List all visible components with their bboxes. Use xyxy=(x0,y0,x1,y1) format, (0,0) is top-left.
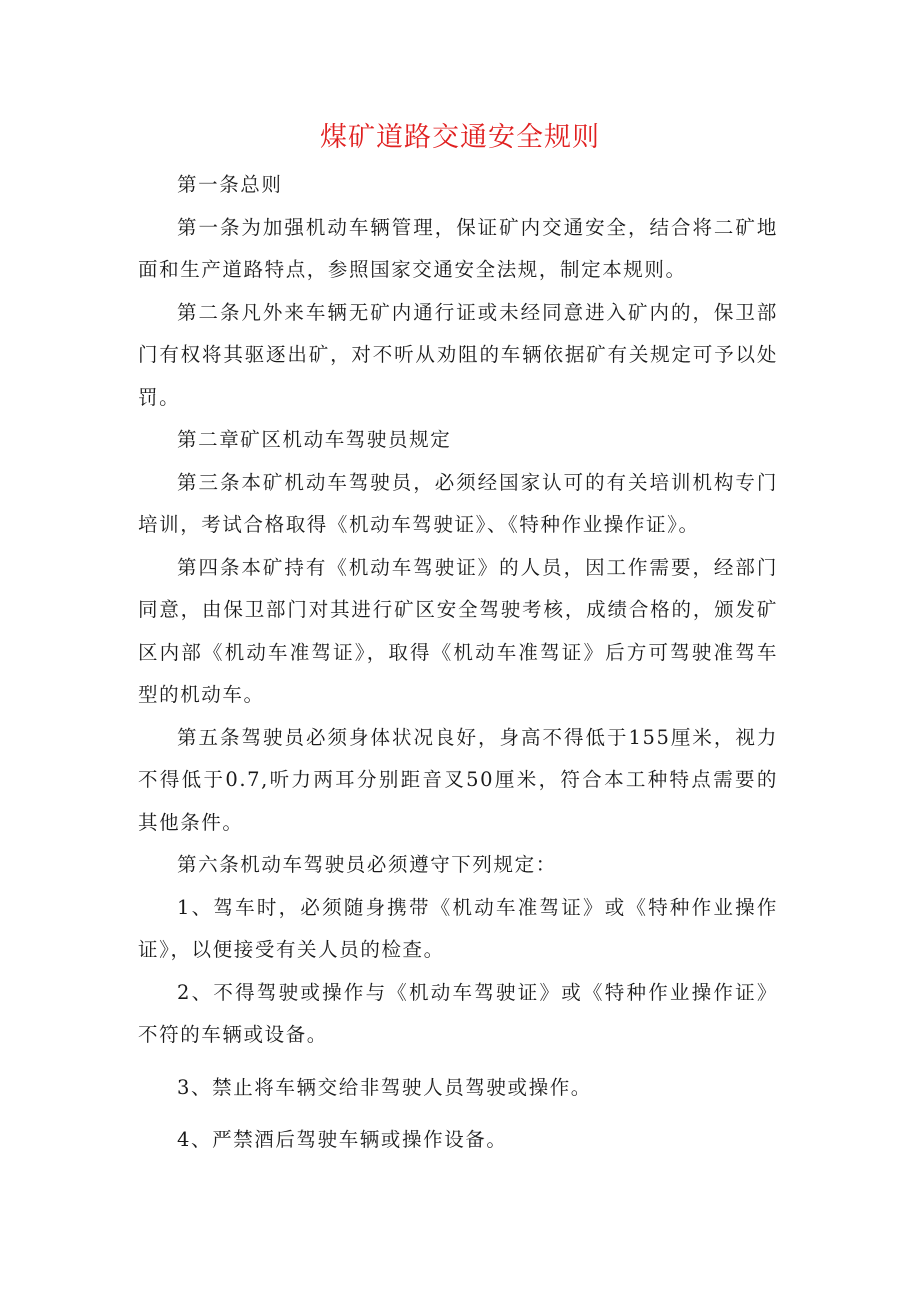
document-title: 煤矿道路交通安全规则 xyxy=(320,122,600,153)
chapter-2-heading: 第二章矿区机动车驾驶员规定 xyxy=(177,428,452,451)
rule-item-3: 3、禁止将车辆交给非驾驶人员驾驶或操作。 xyxy=(177,1075,592,1099)
rule-item-4: 4、严禁酒后驾驶车辆或操作设备。 xyxy=(177,1128,508,1151)
document-body xyxy=(138,164,778,1162)
rule-item-2: 2、不得驾驶或操作与《机动车驾驶证》或《特种作业操作证》不符的车辆或设备。 xyxy=(138,980,778,1046)
article-6: 第六条机动车驾驶员必须遵守下列规定： xyxy=(177,853,557,876)
article-3: 第三条本矿机动车驾驶员，必须经国家认可的有关培训机构专门培训，考试合格取得《机动车驾驶证》、《特种作业操作证》。 xyxy=(138,470,778,536)
article-2: 第二条凡外来车辆无矿内通行证或未经同意进入矿内的，保卫部门有权将其驱逐出矿，对不听从劝阻的车辆依据矿有关规定可予以处罚。 xyxy=(138,300,778,409)
section-heading-general: 第一条总则 xyxy=(177,173,283,196)
article-4: 第四条本矿持有《机动车驾驶证》的人员，因工作需要，经部门同意，由保卫部门对其进行矿区安全驾驶考核，成绩合格的，颁发矿区内部《机动车准驾证》，取得《机动车准驾证》后方可驾驶准驾车型的机动车。 xyxy=(138,555,778,706)
article-1: 第一条为加强机动车辆管理，保证矿内交通安全，结合将二矿地面和生产道路特点，参照国家交通安全法规，制定本规则。 xyxy=(138,215,778,281)
rule-item-1: 1、驾车时，必须随身携带《机动车准驾证》或《特种作业操作证》，以便接受有关人员的检查。 xyxy=(138,895,778,961)
article-5: 第五条驾驶员必须身体状况良好，身高不得低于155厘米，视力不得低于0.7,听力两耳分别距音叉50厘米，符合本工种特点需要的其他条件。 xyxy=(138,725,778,834)
